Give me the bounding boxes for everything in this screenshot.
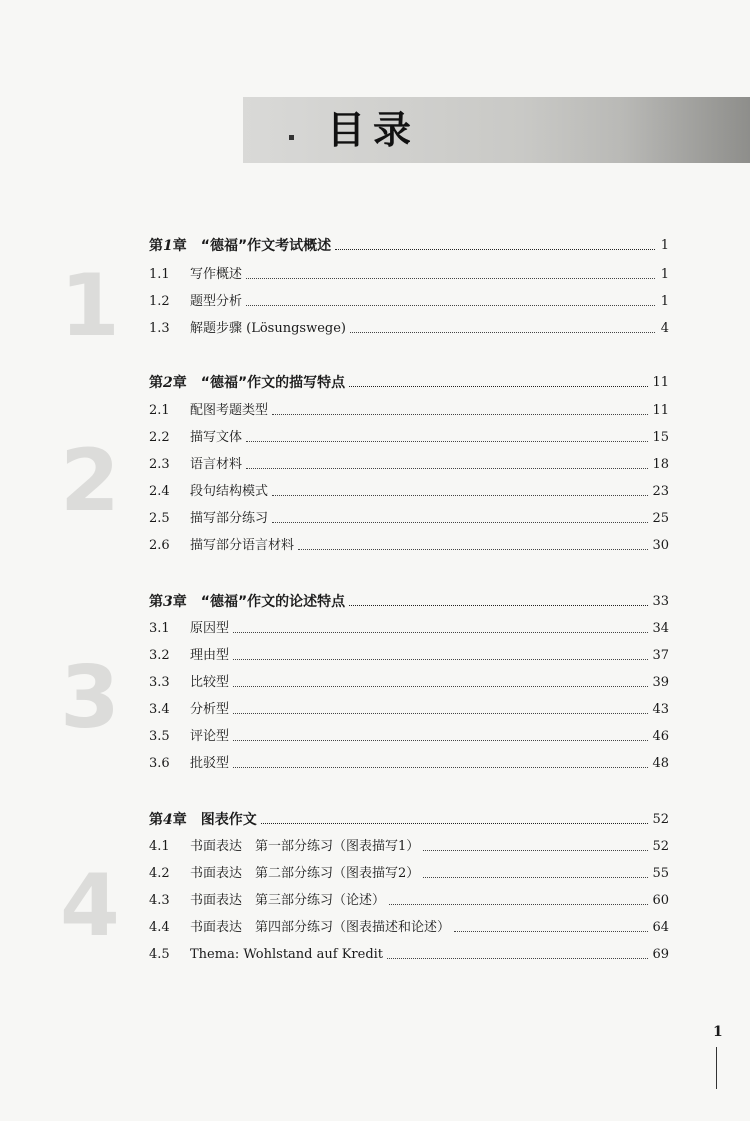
section-number: 3.6 [149, 756, 170, 771]
section-title: 书面表达 第一部分练习（图表描写1） [190, 839, 420, 854]
page-ref: 11 [652, 403, 669, 418]
toc-chapter-2[interactable] [149, 372, 669, 394]
section-number: 1.1 [149, 267, 170, 282]
section-title: 语言材料 [190, 457, 243, 472]
page-ref: 34 [652, 621, 669, 636]
section-number: 4.5 [149, 947, 170, 962]
ghost-numeral: 2 [60, 431, 120, 531]
page-ref: 1 [660, 238, 669, 253]
dot-leader [349, 385, 648, 387]
section-number: 1.2 [149, 294, 170, 309]
page-ref: 4 [660, 321, 669, 336]
dot-leader [272, 521, 648, 523]
dot-leader [246, 304, 655, 306]
section-title: 描写部分练习 [190, 511, 269, 526]
margin-rule [716, 1047, 717, 1089]
section-number: 3.2 [149, 648, 170, 663]
dot-leader [350, 331, 655, 333]
section-title: 解题步骤 (Lösungswege) [190, 321, 346, 336]
toc-section[interactable] [149, 264, 669, 286]
section-number: 2.1 [149, 403, 170, 418]
toc-section[interactable] [149, 291, 669, 313]
toc-section[interactable] [149, 618, 669, 640]
section-title: 写作概述 [190, 267, 243, 282]
section-title: 书面表达 第三部分练习（论述） [190, 893, 386, 908]
section-title: 理由型 [190, 648, 230, 663]
page-ref: 69 [652, 947, 669, 962]
page-number: 1 [713, 1024, 723, 1040]
section-title: 描写文体 [190, 430, 243, 445]
toc-section[interactable] [149, 400, 669, 422]
page-ref: 60 [652, 893, 669, 908]
section-title: 比较型 [190, 675, 230, 690]
toc-chapter-3[interactable] [149, 591, 669, 613]
dot-leader [389, 903, 648, 905]
dot-leader [246, 277, 655, 279]
toc-section[interactable] [149, 836, 669, 858]
section-title: 评论型 [190, 729, 230, 744]
toc-section[interactable] [149, 481, 669, 503]
toc-section[interactable] [149, 672, 669, 694]
section-number: 3.1 [149, 621, 170, 636]
section-number: 2.2 [149, 430, 170, 445]
dot-leader [387, 957, 648, 959]
section-number: 3.5 [149, 729, 170, 744]
dot-leader [246, 467, 648, 469]
dot-leader [272, 494, 648, 496]
dot-leader [246, 440, 648, 442]
ghost-numeral: 1 [60, 256, 120, 356]
dot-leader [349, 604, 648, 606]
section-number: 3.3 [149, 675, 170, 690]
section-title: 原因型 [190, 621, 230, 636]
ghost-numeral: 4 [60, 856, 120, 956]
toc-section[interactable] [149, 726, 669, 748]
page-ref: 52 [652, 839, 669, 854]
section-title: 描写部分语言材料 [190, 538, 295, 553]
page-ref: 33 [652, 594, 669, 609]
chapter-heading: 第1章 “德福”作文考试概述 [149, 238, 332, 254]
section-title: 批驳型 [190, 756, 230, 771]
dot-leader [272, 413, 648, 415]
section-title: 书面表达 第四部分练习（图表描述和论述） [190, 920, 451, 935]
section-number: 2.5 [149, 511, 170, 526]
section-number: 3.4 [149, 702, 170, 717]
chapter-heading: 第3章 “德福”作文的论述特点 [149, 594, 346, 610]
dot-leader [233, 631, 648, 633]
dot-leader [233, 739, 648, 741]
page-ref: 30 [652, 538, 669, 553]
section-title: 段句结构模式 [190, 484, 269, 499]
section-number: 4.3 [149, 893, 170, 908]
title-bullet [289, 135, 294, 140]
title-banner [243, 97, 750, 163]
chapter-heading: 第4章 图表作文 [149, 812, 257, 828]
page-ref: 43 [652, 702, 669, 717]
toc-section[interactable] [149, 508, 669, 530]
page-ref: 18 [652, 457, 669, 472]
section-title: 题型分析 [190, 294, 243, 309]
page-ref: 25 [652, 511, 669, 526]
dot-leader [423, 849, 648, 851]
section-title: 书面表达 第二部分练习（图表描写2） [190, 866, 420, 881]
page-ref: 64 [652, 920, 669, 935]
page-ref: 1 [660, 267, 669, 282]
toc-section[interactable] [149, 535, 669, 557]
dot-leader [233, 685, 648, 687]
dot-leader [233, 766, 648, 768]
toc-section[interactable] [149, 699, 669, 721]
dot-leader [335, 248, 655, 250]
section-number: 2.4 [149, 484, 170, 499]
chapter-heading: 第2章 “德福”作文的描写特点 [149, 375, 346, 391]
page-ref: 52 [652, 812, 669, 827]
toc-chapter-1[interactable] [149, 235, 669, 257]
section-title: Thema: Wohlstand auf Kredit [190, 947, 384, 962]
page-ref: 55 [652, 866, 669, 881]
dot-leader [423, 876, 648, 878]
toc-chapter-4[interactable] [149, 809, 669, 831]
toc-section[interactable] [149, 454, 669, 476]
page-ref: 1 [660, 294, 669, 309]
section-title: 分析型 [190, 702, 230, 717]
toc-section[interactable] [149, 427, 669, 449]
page-ref: 23 [652, 484, 669, 499]
section-number: 1.3 [149, 321, 170, 336]
page-ref: 46 [652, 729, 669, 744]
section-number: 2.6 [149, 538, 170, 553]
page-ref: 48 [652, 756, 669, 771]
toc-section[interactable] [149, 917, 669, 939]
toc-section[interactable] [149, 944, 669, 966]
section-title: 配图考题类型 [190, 403, 269, 418]
toc-section[interactable] [149, 863, 669, 885]
page-ref: 37 [652, 648, 669, 663]
section-number: 4.2 [149, 866, 170, 881]
section-number: 2.3 [149, 457, 170, 472]
ghost-numeral: 3 [60, 648, 120, 748]
toc-section[interactable] [149, 318, 669, 340]
page-ref: 15 [652, 430, 669, 445]
section-number: 4.1 [149, 839, 170, 854]
page-title: 目录 [327, 108, 420, 152]
toc-section[interactable] [149, 890, 669, 912]
dot-leader [261, 822, 649, 824]
dot-leader [233, 712, 648, 714]
toc-section[interactable] [149, 753, 669, 775]
dot-leader [298, 548, 648, 550]
page-ref: 11 [652, 375, 669, 390]
toc-section[interactable] [149, 645, 669, 667]
dot-leader [454, 930, 648, 932]
dot-leader [233, 658, 648, 660]
section-number: 4.4 [149, 920, 170, 935]
page-ref: 39 [652, 675, 669, 690]
